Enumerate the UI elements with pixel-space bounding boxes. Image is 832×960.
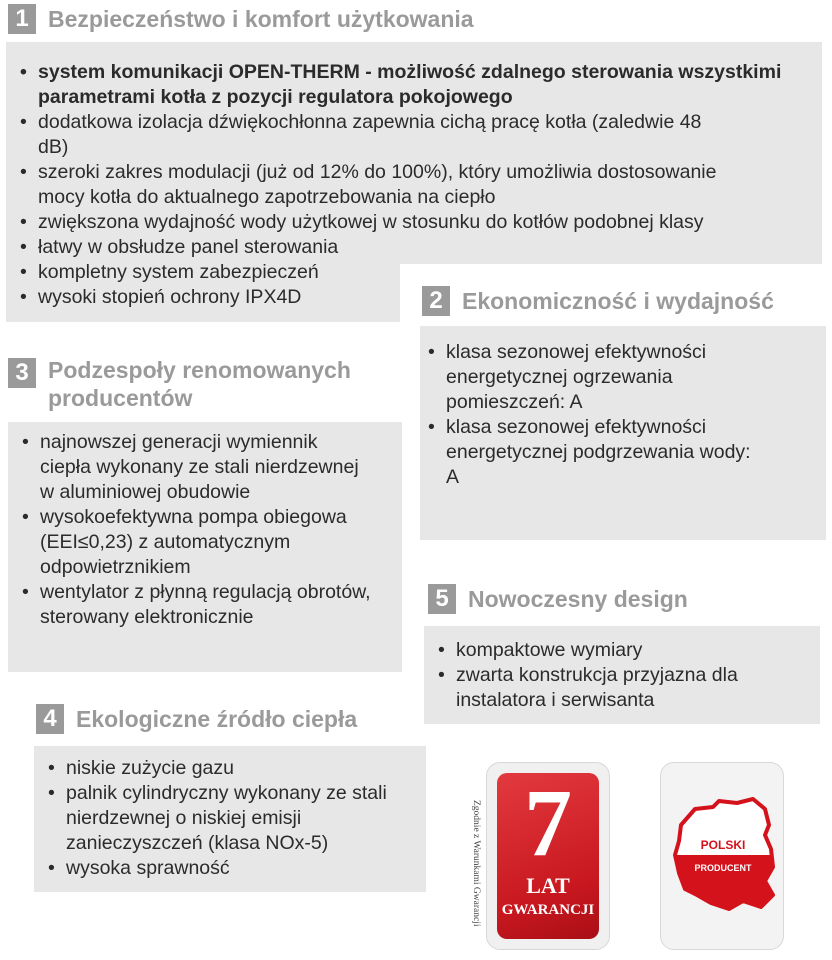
section-3-list	[20, 430, 405, 630]
list-item: • kompletny system zabezpieczeń	[18, 260, 818, 285]
list-item: • klasa sezonowej efektywności energetycznej ogrzewania pomieszczeń: A	[426, 340, 756, 415]
section-1-heading	[8, 4, 474, 34]
list-item: • najnowszej generacji wymiennik ciepła wykonany ze stali nierdzewnej w aluminiowej obudowie	[20, 430, 370, 505]
list-item: • zwiększona wydajność wody użytkowej w stosunku do kotłów podobnej klasy	[18, 210, 818, 235]
list-item: • wysoka sprawność	[46, 856, 416, 881]
list-item: • wysoki stopień ochrony IPX4D	[18, 285, 818, 310]
warranty-conditions-note: Zgodnie z Warunkami Gwarancji	[471, 799, 481, 927]
section-1-list	[18, 60, 818, 310]
section-4-title: Ekologiczne źródło ciepła	[76, 706, 358, 732]
list-item: • wysokoefektywna pompa obiegowa (EEI≤0,23) z automatycznym odpowietrznikiem	[20, 505, 410, 580]
section-4-heading	[36, 704, 357, 734]
section-2-list	[426, 340, 756, 490]
list-item: • dodatkowa izolacja dźwiękochłonna zapewnia cichą pracę kotła (zaledwie 48 dB)	[18, 110, 728, 160]
section-2-number: 2	[422, 286, 450, 316]
section-3-title: Podzespoły renomowanych producentów	[48, 357, 351, 411]
section-2-heading	[422, 286, 774, 316]
section-1-title: Bezpieczeństwo i komfort użytkowania	[48, 6, 474, 32]
list-item: • niskie zużycie gazu	[46, 756, 416, 781]
section-1-number: 1	[8, 4, 36, 34]
section-5-title: Nowoczesny design	[468, 586, 688, 612]
polish-producer-line2: PRODUCENT	[694, 863, 752, 873]
warranty-label: GWARANCJI	[501, 902, 595, 918]
section-3-heading	[8, 356, 408, 412]
list-item: • łatwy w obsłudze panel sterowania	[18, 235, 818, 260]
list-item: • wentylator z płynną regulacją obrotów, sterowany elektronicznie	[20, 580, 380, 630]
list-item: • szeroki zakres modulacji (już od 12% do 100%), który umożliwia dostosowanie mocy kotła do aktualnego zapotrzebowania na ciepło	[18, 160, 738, 210]
section-5-number: 5	[428, 584, 456, 614]
polish-producer-badge	[660, 762, 784, 950]
section-2-title: Ekonomiczność i wydajność	[462, 288, 774, 314]
section-4-list	[46, 756, 416, 881]
warranty-badge-face	[497, 769, 599, 939]
list-item: • system komunikacji OPEN-THERM - możliwość zdalnego sterowania wszystkimi parametrami kotła z pozycji regulatora pokojowego	[18, 60, 783, 110]
list-item: • zwarta konstrukcja przyjazna dla instalatora i serwisanta	[436, 663, 806, 713]
section-5-list	[436, 638, 806, 713]
warranty-badge	[486, 762, 610, 950]
warranty-years-number: 7	[524, 769, 572, 876]
section-3-number: 3	[8, 358, 36, 388]
poland-map-icon	[661, 763, 785, 951]
section-4-number: 4	[36, 704, 64, 734]
list-item: • kompaktowe wymiary	[436, 638, 806, 663]
polish-producer-line1: POLSKI	[700, 838, 746, 852]
warranty-years-label: LAT	[526, 873, 570, 898]
list-item: • palnik cylindryczny wykonany ze stali nierdzewnej o niskiej emisji zanieczyszczeń (klasa NOx-5)	[46, 781, 406, 856]
section-5-heading	[428, 584, 688, 614]
list-item: • klasa sezonowej efektywności energetycznej podgrzewania wody: A	[426, 415, 756, 490]
